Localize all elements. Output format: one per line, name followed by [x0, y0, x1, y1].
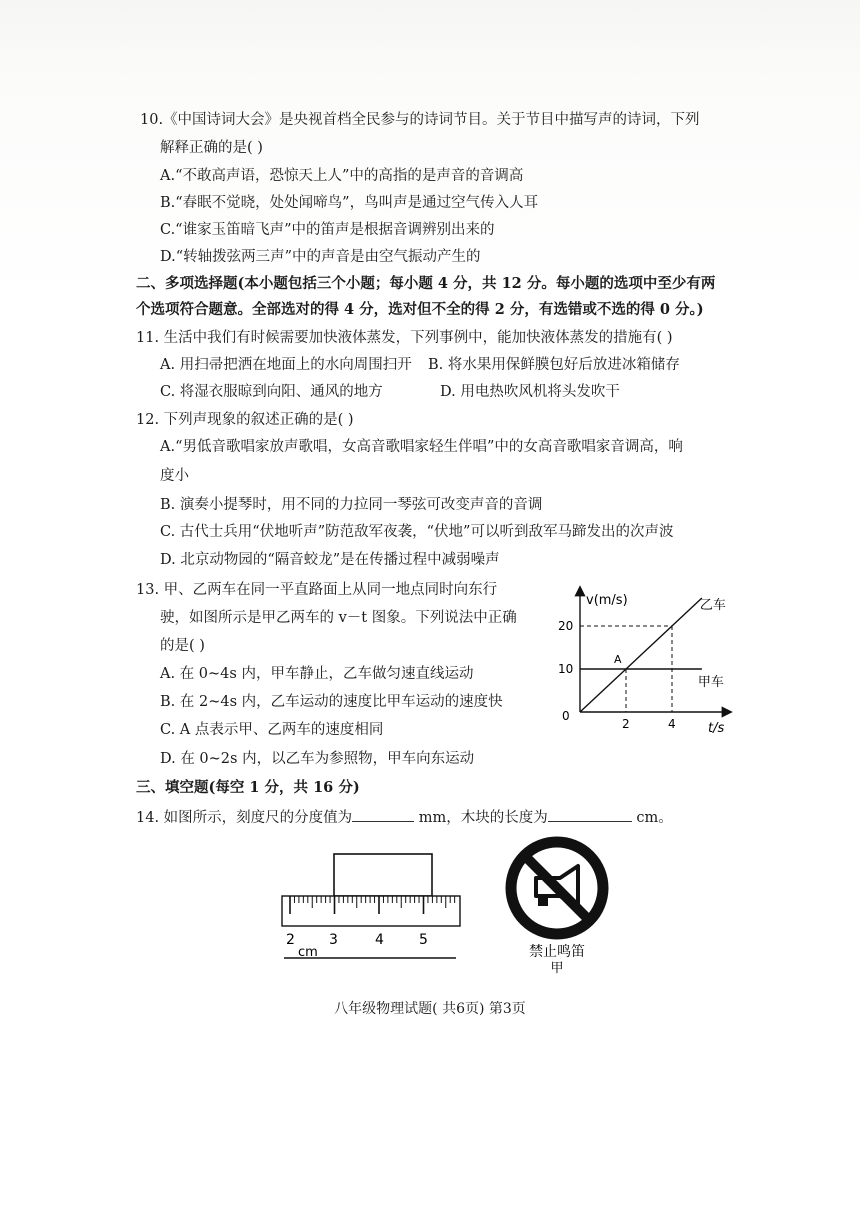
sign-caption: 禁止鸣笛: [529, 944, 585, 960]
vt-chart: [540, 582, 740, 742]
q13-stem-line2: 驶，如图所示是甲乙两车的 v－t 图象。下列说法中正确: [160, 610, 517, 626]
q11-option-c: C. 将湿衣服晾到向阳、通风的地方: [160, 384, 383, 400]
q10-option-b: B.“春眠不觉晓，处处闻啼鸟”，鸟叫声是通过空气传入人耳: [160, 195, 539, 211]
page-footer: 八年级物理试题( 共6页) 第3页: [334, 1001, 526, 1017]
q12-option-d: D. 北京动物园的“隔音蛟龙”是在传播过程中减弱噪声: [160, 552, 500, 568]
q14-text-part1: 14. 如图所示，刻度尺的分度值为: [136, 810, 353, 826]
origin-label: 0: [562, 709, 570, 723]
q14-text-part2: mm，木块的长度为: [414, 810, 548, 826]
ruler-label-3: 3: [329, 932, 338, 948]
series-label-yi: 乙车: [699, 597, 726, 613]
q10-stem-line1: 10.《中国诗词大会》是央视首档全民参与的诗词节目。关于节目中描写声的诗词，下列: [140, 112, 700, 128]
no-horn-sign-figure: [498, 836, 616, 976]
q10-stem-line2: 解释正确的是( ): [160, 140, 263, 156]
ruler-unit: cm: [298, 945, 318, 960]
ruler-figure: [276, 846, 466, 966]
q11-option-a: A. 用扫帚把洒在地面上的水向周围扫开: [160, 357, 412, 373]
x-axis-label: t/s: [708, 721, 725, 736]
q12-stem: 12. 下列声现象的叙述正确的是( ): [136, 412, 354, 428]
q14-blank-division[interactable]: [352, 807, 414, 822]
q13-stem-line1: 13. 甲、乙两车在同一平直路面上从同一地点同时向东行: [136, 582, 498, 598]
q10-option-c: C.“谁家玉笛暗飞声”中的笛声是根据音调辨别出来的: [160, 222, 495, 238]
q12-option-c: C. 古代士兵用“伏地听声”防范敌军夜袭，“伏地”可以听到敌军马蹄发出的次声波: [160, 524, 674, 540]
x-tick-label-2: 2: [622, 717, 630, 731]
series-label-jia: 甲车: [697, 675, 724, 691]
series-line-yi: [580, 598, 702, 712]
sign-label: 甲: [550, 961, 564, 976]
section2-heading-line2: 个选项符合题意。全部选对的得 4 分，选对但不全的得 2 分，有选错或不选的得 0 分。): [136, 301, 704, 318]
q11-option-b: B. 将水果用保鲜膜包好后放进冰箱储存: [428, 357, 680, 373]
q13-stem-line3: 的是( ): [160, 638, 205, 654]
wood-block: [334, 854, 432, 896]
tick-labels: [558, 619, 676, 731]
q12-option-a-line1: A.“男低音歌唱家放声歌唱，女高音歌唱家轻生伴唱”中的女高音歌唱家音调高，响: [160, 439, 683, 455]
ruler-svg: [276, 846, 466, 966]
ruler-label-2: 2: [286, 932, 295, 948]
q10-option-a: A.“不敢高声语，恐惊天上人”中的高指的是声音的音调高: [160, 168, 524, 184]
y-tick-label-20: 20: [558, 619, 574, 633]
ruler-label-4: 4: [375, 932, 384, 948]
no-horn-sign-icon: [498, 836, 616, 976]
ruler-body: [282, 896, 460, 926]
y-tick-label-10: 10: [558, 662, 574, 676]
q11-option-d: D. 用电热吹风机将头发吹干: [440, 384, 620, 400]
point-a-label: A: [614, 653, 622, 666]
q11-stem: 11. 生活中我们有时候需要加快液体蒸发，下列事例中，能加快液体蒸发的措施有( ): [136, 330, 673, 346]
section3-heading: 三、填空题(每空 1 分，共 16 分): [136, 779, 360, 796]
q14-text-part3: cm。: [631, 810, 673, 826]
section2-heading-line1: 二、多项选择题(本小题包括三个小题；每小题 4 分，共 12 分。每小题的选项中至少有两: [136, 275, 716, 292]
q13-option-d: D. 在 0~2s 内，以乙车为参照物，甲车向东运动: [160, 751, 475, 767]
q13-option-c: C. A 点表示甲、乙两车的速度相同: [160, 722, 384, 738]
q14-blank-length[interactable]: [548, 807, 632, 822]
q14-stem: [136, 807, 673, 828]
q13-option-b: B. 在 2~4s 内，乙车运动的速度比甲车运动的速度快: [160, 694, 503, 710]
series-lines: [580, 598, 702, 712]
q12-option-a-line2: 度小: [160, 468, 189, 484]
q13-option-a: A. 在 0~4s 内，甲车静止，乙车做匀速直线运动: [160, 666, 474, 682]
vt-chart-svg: [540, 582, 740, 742]
q10-option-d: D.“转轴拨弦两三声”中的声音是由空气振动产生的: [160, 249, 481, 265]
y-axis-label: v(m/s): [586, 593, 628, 608]
x-tick-label-4: 4: [668, 717, 676, 731]
q12-option-b: B. 演奏小提琴时，用不同的力拉同一琴弦可改变声音的音调: [160, 497, 543, 513]
ruler-label-5: 5: [419, 932, 428, 948]
